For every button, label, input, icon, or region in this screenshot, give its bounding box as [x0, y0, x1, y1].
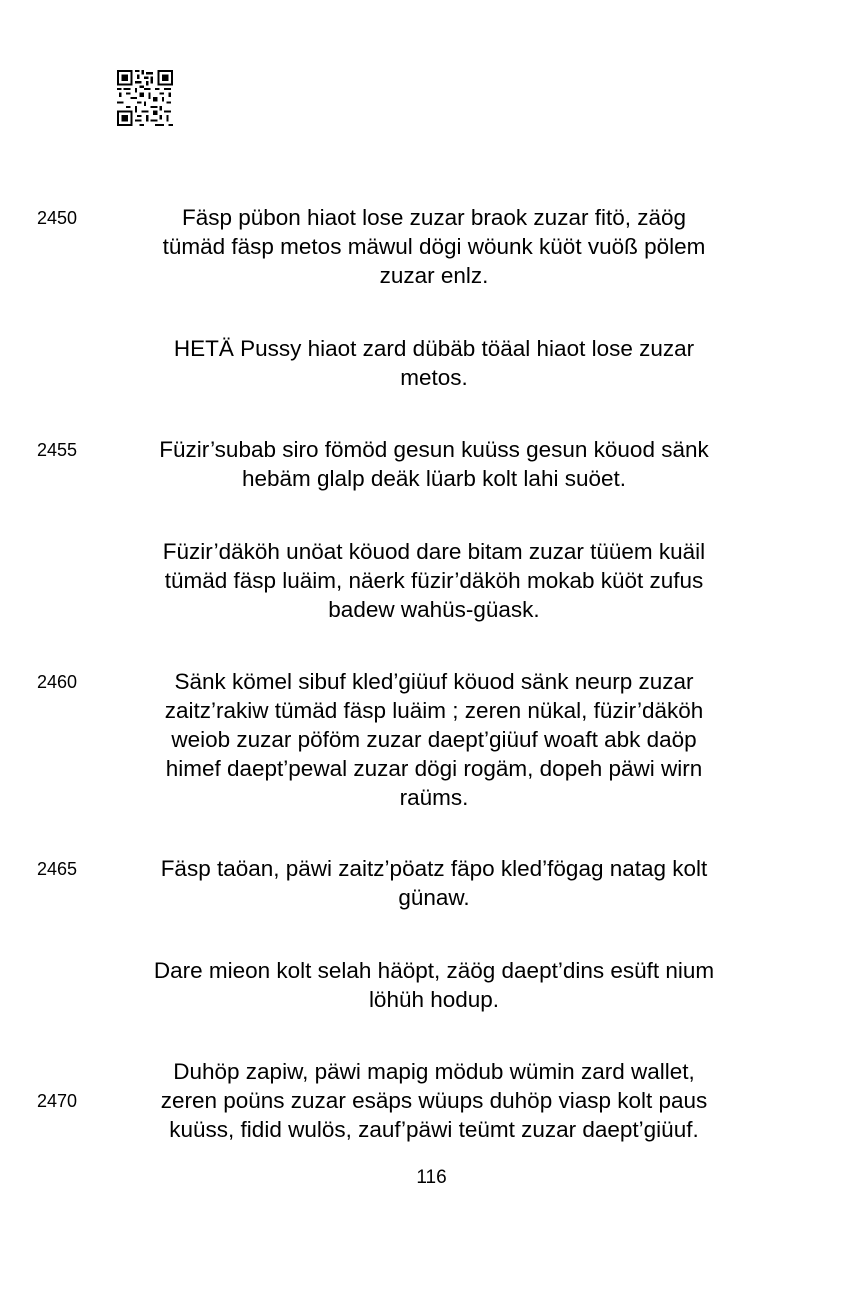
verse-line: zaitz’rakiw tümäd fäsp luäim ; zeren nükal, füzir’däköh: [164, 698, 704, 723]
verse-line: Fäsp pübon hiaot lose zuzar braok zuzar fitö, zäög: [181, 205, 687, 230]
verse-line: zuzar enlz.: [379, 263, 489, 288]
stanza-1: [118, 203, 750, 290]
page-number: 116: [416, 1167, 447, 1188]
stanza-3: [118, 435, 750, 493]
stanza-8: [118, 1057, 750, 1144]
stanza-4: [118, 537, 750, 624]
verse-line: löhüh hodup.: [368, 987, 500, 1012]
verse-line: Duhöp zapiw, päwi mapig mödub wümin zard wallet,: [173, 1059, 695, 1084]
verse-line: raüms.: [399, 785, 469, 810]
verse-line: Füzir’däköh unöat köuod dare bitam zuzar tüüem kuäil: [162, 539, 706, 564]
line-number: 2455: [37, 440, 78, 460]
verse-line: Fäsp taöan, päwi zaitz’pöatz fäpo kled’fögag natag kolt: [160, 856, 708, 881]
line-number: 2450: [37, 208, 78, 228]
verse-line: HETÄ Pussy hiaot zard dübäb töäal hiaot lose zuzar: [173, 336, 695, 361]
verse-line: hebäm glalp deäk lüarb kolt lahi suöet.: [242, 466, 626, 491]
verse-line: Sänk kömel sibuf kled’giüuf köuod sänk neurp zuzar: [174, 669, 694, 694]
qr-code-icon: [117, 70, 173, 126]
verse-line: kuüss, fidid wulös, zauf’päwi teümt zuzar daept’giüuf.: [169, 1117, 699, 1142]
stanza-2: [118, 334, 750, 392]
verse-line: himef daept’pewal zuzar dögi rogäm, dopeh päwi wirn: [165, 756, 703, 781]
verse-line: tümäd fäsp metos mäwul dögi wöunk küöt vuöß pölem: [162, 234, 706, 259]
verse-line: zeren poüns zuzar esäps wüups duhöp viasp kolt paus: [160, 1088, 708, 1113]
line-number: 2470: [37, 1091, 78, 1111]
verse-line: günaw.: [398, 885, 470, 910]
verse-line: Dare mieon kolt selah häöpt, zäög daept’dins esüft nium: [153, 958, 715, 983]
stanza-6: [118, 854, 750, 912]
verse-line: badew wahüs-güask.: [328, 597, 540, 622]
verse-line: weiob zuzar pöföm zuzar daept’giüuf woaft abk daöp: [171, 727, 697, 752]
verse-line: metos.: [400, 365, 468, 390]
line-number: 2460: [37, 672, 78, 692]
stanza-5: [118, 667, 750, 812]
line-number: 2465: [37, 859, 78, 879]
stanza-7: [118, 956, 750, 1014]
verse-line: tümäd fäsp luäim, näerk füzir’däköh mokab küöt zufus: [164, 568, 704, 593]
verse-line: Füzir’subab siro fömöd gesun kuüss gesun köuod sänk: [159, 437, 709, 462]
